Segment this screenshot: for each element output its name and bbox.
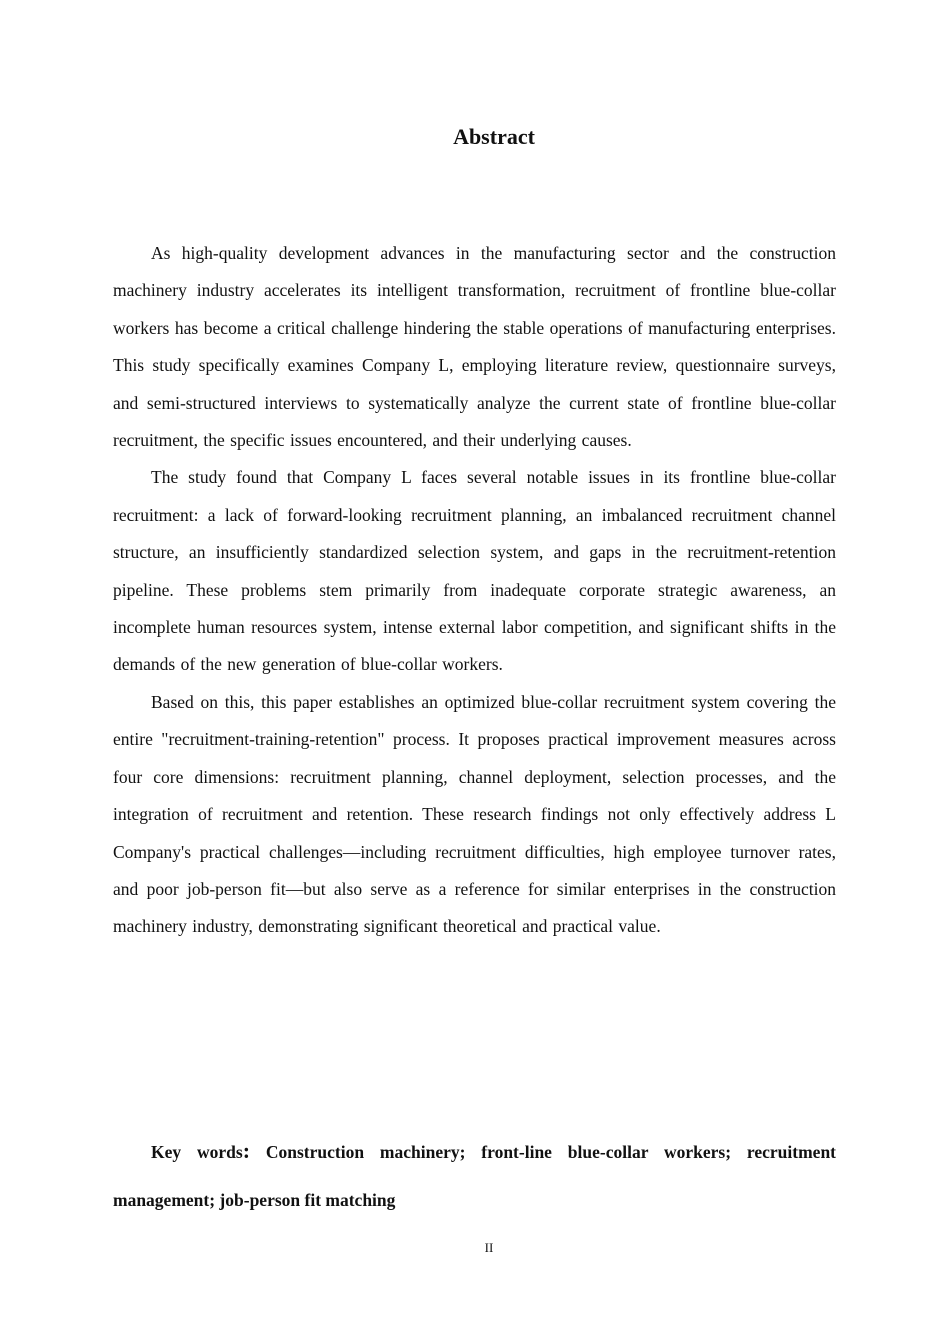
keywords-section — [113, 1127, 836, 1224]
abstract-paragraph-2: The study found that Company L faces several notable issues in its frontline blue-collar recruitment: a lack of forward-looking recruitment planning, an imbalanced recruitment channel structure, an insufficiently standardized selection system, and gaps in the recruitment-retention pipeline. These problems stem primarily from inadequate corporate strategic awareness, an incomplete human resources system, intense external labor competition, and significant shifts in the demands of the new generation of blue-collar workers. — [113, 467, 836, 675]
abstract-paragraph-1: As high-quality development advances in the manufacturing sector and the construction machinery industry accelerates its intelligent transformation, recruitment of frontline blue-collar workers has become a critical challenge hindering the stable operations of manufacturing enterprises. This study specifically examines Company L, employing literature review, questionnaire surveys, and semi-structured interviews to systematically analyze the current state of frontline blue-collar recruitment, the specific issues encountered, and their underlying causes. — [113, 243, 836, 451]
abstract-paragraph-3: Based on this, this paper establishes an optimized blue-collar recruitment system covering the entire "recruitment-training-retention" process. It proposes practical improvement measures across four core dimensions: recruitment planning, channel deployment, selection processes, and the integration of recruitment and retention. These research findings not only effectively address L Company's practical challenges—including recruitment difficulties, high employee turnover rates, and poor job-person fit—but also serve as a reference for similar enterprises in the construction machinery industry, demonstrating significant theoretical and practical value. — [113, 691, 836, 937]
keywords-colon: : — [242, 1138, 251, 1163]
page-number: II — [484, 1240, 494, 1255]
keywords-text: Construction machinery; front-line blue-collar workers; recruitment management; job-person fit matching — [113, 1142, 836, 1210]
abstract-body — [113, 235, 836, 946]
abstract-title: Abstract — [453, 124, 535, 149]
keywords-label: Key words — [151, 1142, 243, 1162]
